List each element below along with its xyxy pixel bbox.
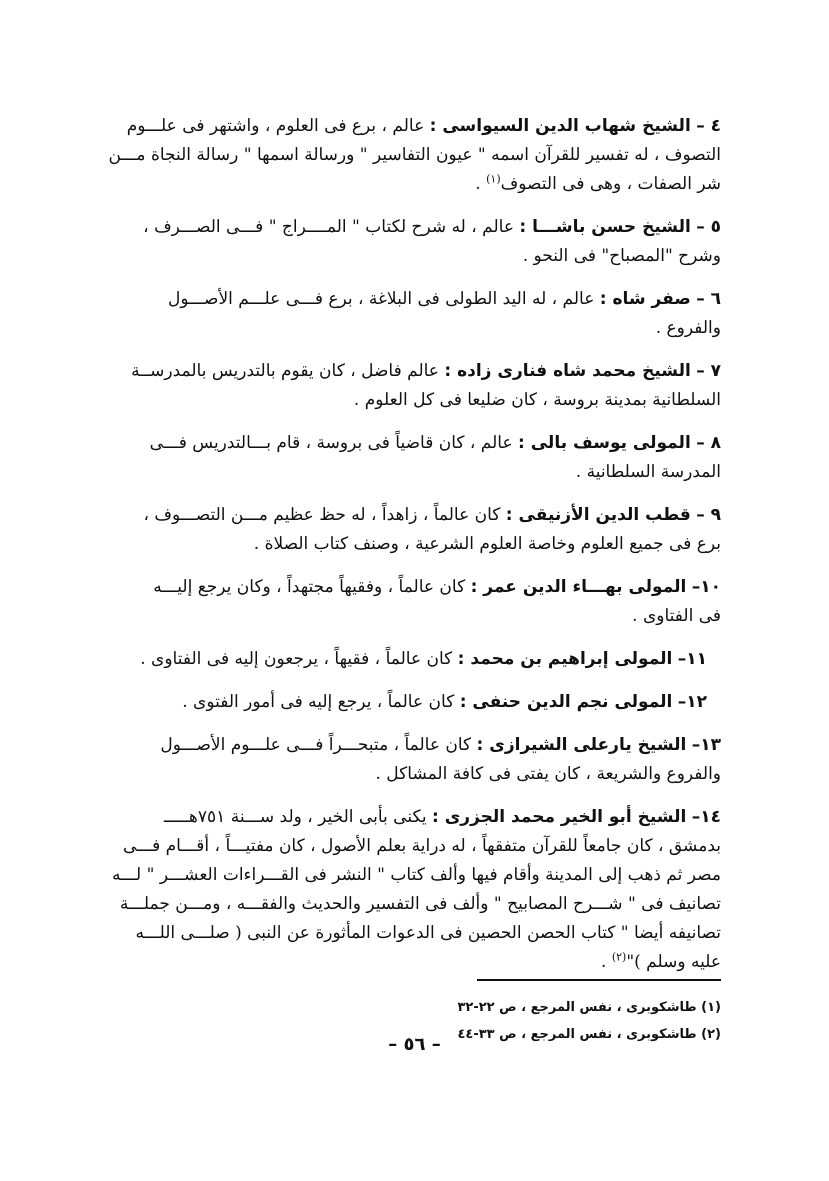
entry-number: ٨ –	[696, 433, 721, 453]
entry-line	[104, 357, 721, 386]
entry-text: عالم ، له شرح لكتاب " المــــراج " فـــى الصـــرف ،	[143, 217, 514, 237]
entry-text: فى الفتاوى .	[632, 606, 721, 626]
entry-number: ١١–	[677, 649, 707, 669]
entry-text: عالم ، برع فى العلوم ، واشتهر فى علـــوم	[126, 116, 425, 136]
entry-number: ٩ –	[696, 505, 721, 525]
entry-text: والفروع .	[655, 318, 721, 338]
entry-name: الشيخ شهاب الدين السيواسى :	[429, 116, 691, 136]
entry-name: الشيخ أبو الخير محمد الجزرى :	[431, 807, 687, 827]
entry-number: ١٠–	[691, 577, 721, 597]
entry-name: المولى بهـــاء الدين عمر :	[470, 577, 687, 597]
footnote-separator	[477, 979, 721, 981]
entry-line	[104, 501, 721, 530]
biography-entry	[104, 688, 721, 717]
entry-text: مصر ثم ذهب إلى المدينة وأقام فيها وألف كتاب " النشر فى القـــراءات العشـــر " لـــه	[111, 865, 721, 885]
entry-line	[104, 213, 721, 242]
entry-text: تصانيفه أيضا " كتاب الحصن الحصين فى الدعوات المأثورة عن النبى ( صلـــى اللـــه	[135, 923, 721, 943]
entry-text: كان عالماً ، فقيهاً ، يرجعون إليه فى الفتاوى .	[140, 649, 453, 669]
footnote-2: (٢) طاشكوبرى ، نفس المرجع ، ص ٣٣-٤٤	[457, 1027, 721, 1042]
page-number: – ٥٦ –	[388, 1034, 441, 1055]
biography-entry	[104, 573, 721, 631]
entry-text: كان عالماً ، زاهداً ، له حظ عظيم مـــن التصـــوف ،	[143, 505, 501, 525]
entry-name: الشيخ يارعلى الشيرازى :	[476, 735, 687, 755]
entry-number: ١٤–	[691, 807, 721, 827]
biography-entry	[104, 803, 721, 977]
entry-line	[104, 573, 721, 602]
entry-text: شر الصفات ، وهى فى التصوف	[500, 174, 721, 194]
footnote-reference: (١)	[486, 172, 501, 186]
entry-line	[104, 314, 721, 343]
entry-line	[104, 731, 721, 760]
entry-line	[104, 688, 707, 717]
biography-entry	[104, 645, 721, 674]
entry-line	[104, 832, 721, 861]
entry-line	[104, 170, 721, 199]
biography-entry	[104, 357, 721, 415]
entry-name: صفر شاه :	[599, 289, 691, 309]
entry-line	[104, 890, 721, 919]
entry-text: تصانيف فى " شـــرح المصابيح " وألف فى التفسير والحديث والفقـــه ، ومـــن جملـــة	[119, 894, 721, 914]
entry-line	[104, 602, 721, 631]
entry-line	[104, 429, 721, 458]
entry-name: الشيخ محمد شاه فنارى زاده :	[444, 361, 691, 381]
entry-line	[104, 760, 721, 789]
entry-text: المدرسة السلطانية .	[575, 462, 721, 482]
entry-text: عليه وسلم )"	[626, 952, 721, 972]
entry-text: عالم ، له اليد الطولى فى البلاغة ، برع فـــى علـــم الأصـــول	[167, 289, 595, 309]
entry-line	[104, 112, 721, 141]
entry-line	[104, 919, 721, 948]
entry-terminator: .	[601, 952, 612, 972]
biography-entry	[104, 429, 721, 487]
entry-line	[104, 861, 721, 890]
entry-line	[104, 386, 721, 415]
footnote-reference: (٢)	[611, 950, 627, 964]
entry-line	[104, 948, 721, 977]
entry-text: عالم ، كان قاضياً فى بروسة ، قام بـــالتدريس فـــى	[149, 433, 513, 453]
biography-entries	[104, 112, 721, 991]
entry-line	[104, 530, 721, 559]
entry-number: ١٣–	[691, 735, 721, 755]
entry-text: كان عالماً ، وفقيهاً مجتهداً ، وكان يرجع إليـــه	[153, 577, 466, 597]
entry-text: التصوف ، له تفسير للقرآن اسمه " عيون التفاسير " ورسالة اسمها " رسالة النجاة مـــن	[108, 145, 721, 165]
entry-text: وشرح "المصباح" فى النحو .	[522, 246, 721, 266]
entry-name: المولى إبراهيم بن محمد :	[457, 649, 673, 669]
entry-line	[104, 141, 721, 170]
footnote-1: (١) طاشكوبرى ، نفس المرجع ، ص ٢٢-٣٢	[457, 1000, 721, 1015]
entry-number: ١٢–	[677, 692, 707, 712]
entry-number: ٤ –	[696, 116, 721, 136]
biography-entry	[104, 731, 721, 789]
biography-entry	[104, 501, 721, 559]
entry-text: كان عالماً ، متبحـــراً فـــى علـــوم الأصـــول	[160, 735, 472, 755]
entry-text: بدمشق ، كان جامعاً للقرآن متفقهاً ، له دراية بعلم الأصول ، كان مفتيـــاً ، أقـــام فـــى	[123, 836, 721, 856]
entry-terminator: .	[475, 174, 487, 194]
entry-line	[104, 242, 721, 271]
biography-entry	[104, 285, 721, 343]
entry-number: ٧ –	[696, 361, 721, 381]
entry-line	[104, 285, 721, 314]
entry-text: السلطانية بمدينة بروسة ، كان ضليعا فى كل العلوم .	[353, 390, 721, 410]
entry-line	[104, 803, 721, 832]
biography-entry	[104, 112, 721, 199]
entry-text: كان عالماً ، يرجع إليه فى أمور الفتوى .	[182, 692, 455, 712]
entry-text: يكنى بأبى الخير ، ولد ســـنة ٧٥١هـــــ	[164, 807, 427, 827]
entry-name: قطب الدين الأزنيقى :	[505, 505, 691, 525]
entry-text: برع فى جميع العلوم وخاصة العلوم الشرعية ، وصنف كتاب الصلاة .	[253, 534, 721, 554]
entry-number: ٦ –	[696, 289, 721, 309]
entry-number: ٥ –	[696, 217, 721, 237]
entry-text: والفروع والشريعة ، كان يفتى فى كافة المشاكل .	[375, 764, 721, 784]
entry-line	[104, 458, 721, 487]
entry-name: الشيخ حسن باشـــا :	[519, 217, 691, 237]
entry-name: المولى يوسف بالى :	[518, 433, 691, 453]
entry-text: عالم فاضل ، كان يقوم بالتدريس بالمدرســة	[131, 361, 439, 381]
biography-entry	[104, 213, 721, 271]
entry-name: المولى نجم الدين حنفى :	[459, 692, 673, 712]
entry-line	[104, 645, 707, 674]
